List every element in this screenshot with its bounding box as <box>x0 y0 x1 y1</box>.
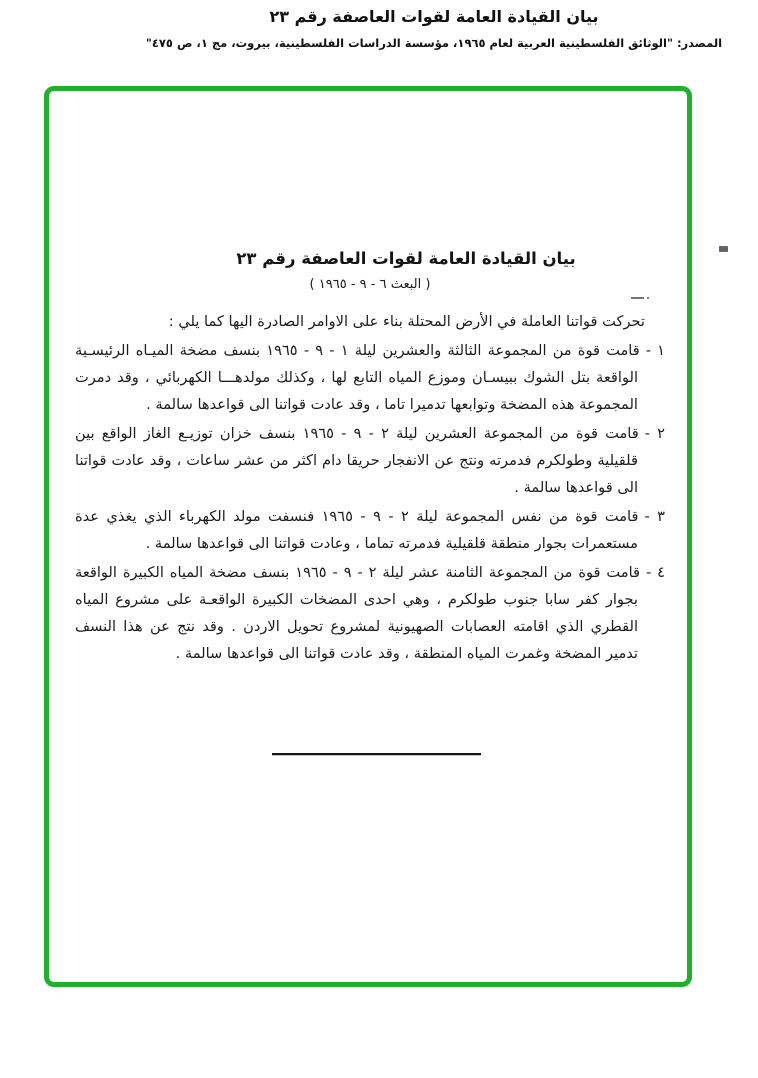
document-body <box>75 308 665 669</box>
scan-speck <box>719 246 728 252</box>
operation-text: قامت قوة من المجموعة الثالثة والعشرين ليلة ١ - ٩ - ١٩٦٥ بنسف مضخة الميـاه الرئيسـية الواقعة بتل الشوك ببيسـان وموزع المياه التابع لها ، وكذلك مولدهـــا الكهربائي ، وقد دمرت المجموعة هذه المضخة وتوابعها تدميرا تاما ، وقد عادت قواتنا الى قواعدها سالمة . <box>75 342 640 413</box>
source-citation-line: المصدر: "الوثائق الفلسطينية العربية لعام ١٩٦٥، مؤسسة الدراسات الفلسطينية، بيروت، مج ١، ص ٤٧٥" <box>145 36 723 50</box>
operation-text: قامت قوة من نفس المجموعة ليلة ٢ - ٩ - ١٩٦٥ فنسفت مولد الكهرباء الذي يغذي عدة مستعمرات بجوار منطقة قلقيلية فدمرته تماما ، وعادت قواتنا الى قواعدها سالمة . <box>75 508 639 552</box>
document-title: بيان القيادة العامة لقوات العاصفة رقم ٢٣ <box>236 249 576 268</box>
operation-number: ١ - <box>645 342 666 359</box>
page-header-title: بيان القيادة العامة لقوات العاصفة رقم ٢٣ <box>269 7 599 26</box>
operation-text: قامت قوة من المجموعة الثامنة عشر ليلة ٢ - ٩ - ١٩٦٥ بنسف مضخة المياه الكبيرة الواقعة بجوار كفر سابا جنوب طولكرم ، وهي احدى المضخات الكبيرة الواقعـة على مشروع المياه القطري الذي اقامته العصابات الصهيونية لمشروع تحويل الاردن . وقد نتج عن هذا النسف تدمير المضخة وغمرت المياه المنطقة ، وقد عادت قواتنا الى قواعدها سالمة . <box>75 564 640 662</box>
document-date-line: ( البعث ٦ - ٩ - ١٩٦٥ ) <box>309 277 431 292</box>
operation-text: قامت قوة من المجموعة العشرين ليلة ٢ - ٩ - ١٩٦٥ بنسف خزان توزيـع الغاز الواقع بين قلقيلية وطولكرم فدمرته ونتج عن الانفجار حريقا دام اكثر من عشر ساعات ، وقد عادت قواتنا الى قواعدها سالمة . <box>75 425 639 496</box>
operation-item-3 <box>75 503 665 557</box>
operation-number: ٤ - <box>646 564 666 581</box>
operation-number: ٢ - <box>644 425 666 442</box>
scan-speck <box>631 297 644 299</box>
operation-item-2 <box>75 420 665 501</box>
section-divider-rule <box>272 753 481 755</box>
operation-item-1 <box>75 337 665 418</box>
operation-number: ٣ - <box>644 508 665 525</box>
intro-paragraph: تحركت قواتنا العاملة في الأرض المحتلة بناء على الاوامر الصادرة اليها كما يلي : <box>168 313 645 330</box>
document-page <box>44 86 692 987</box>
operation-item-4 <box>75 559 665 667</box>
page-header <box>112 7 756 51</box>
